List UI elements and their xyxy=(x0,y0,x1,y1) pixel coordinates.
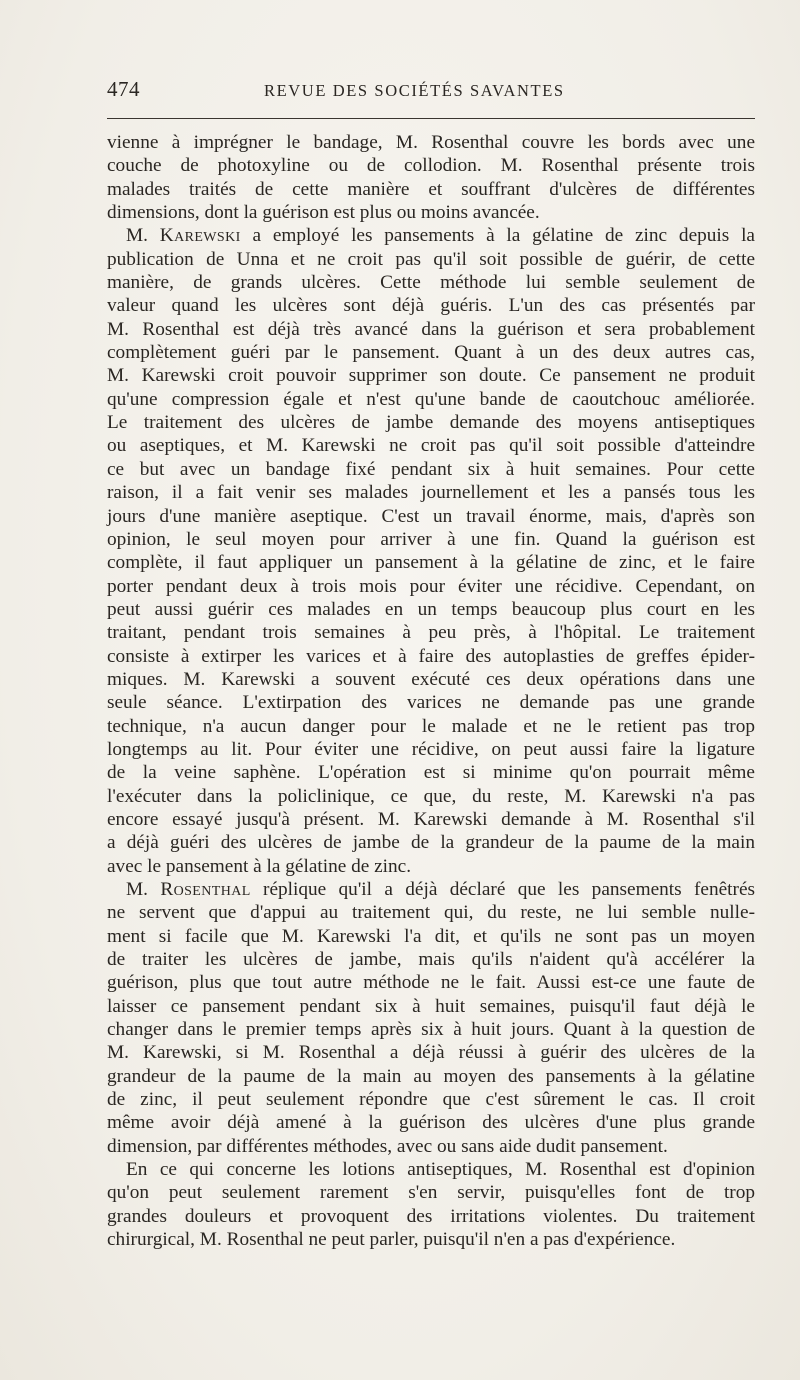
text-line: longtemps au lit. Pour éviter une récidive, on peut aussi faire la ligature xyxy=(107,738,755,760)
text-line: opinion, le seul moyen pour arriver à une fin. Quand la guérison est xyxy=(107,528,755,550)
speaker-prefix: M. xyxy=(126,879,161,900)
line-text: réplique qu'il a déjà déclaré que les pansements fenêtrés xyxy=(250,879,756,900)
text-line: a déjà guéri des ulcères de jambe de la grandeur de la paume de la main xyxy=(107,832,755,854)
header-rule xyxy=(107,118,755,119)
text-line: chirurgical, M. Rosenthal ne peut parler, puisqu'il n'en a pas d'expérience. xyxy=(107,1229,676,1251)
text-line: guérison, plus que tout autre méthode ne le fait. Aussi est-ce une faute de xyxy=(107,972,755,994)
text-line: traitant, pendant trois semaines à peu près, à l'hôpital. Le traitement xyxy=(107,622,755,644)
text-line: M. Karewski, si M. Rosenthal a déjà réussi à guérir des ulcères de la xyxy=(107,1042,755,1064)
body-text xyxy=(107,131,755,1252)
speaker-name: Karewski xyxy=(159,225,241,247)
text-line: ce but avec un bandage fixé pendant six à huit semaines. Pour cette xyxy=(107,458,755,480)
text-line: ne servent que d'appui au traitement qui, du reste, ne lui semble nulle- xyxy=(107,902,755,924)
text-line: porter pendant deux à trois mois pour éviter une récidive. Cependant, on xyxy=(107,575,755,597)
text-line: ment si facile que M. Karewski l'a dit, et qu'ils ne sont pas un moyen xyxy=(107,925,755,947)
text-line: jours d'une manière aseptique. C'est un travail énorme, mais, d'après son xyxy=(107,505,755,527)
text-line: Le traitement des ulcères de jambe demande des moyens antiseptiques xyxy=(107,412,755,434)
text-line: complète, il faut appliquer un pansement à la gélatine de zinc, et le faire xyxy=(107,552,755,574)
text-line: M. Karewski croit pouvoir supprimer son doute. Ce pansement ne produit xyxy=(107,365,755,387)
text-line: qu'on peut seulement rarement s'en servir, puisqu'elles font de trop xyxy=(107,1182,755,1204)
text-line: consiste à extirper les varices et à faire des autoplasties de greffes épider- xyxy=(107,645,755,667)
text-line: M. Rosenthal est déjà très avancé dans la guérison et sera probablement xyxy=(107,318,755,340)
text-line: raison, il a fait venir ses malades journellement et les a pansés tous les xyxy=(107,482,755,504)
text-line: valeur quand les ulcères sont déjà guéris. L'un des cas présentés par xyxy=(107,295,755,317)
text-line: avec le pansement à la gélatine de zinc. xyxy=(107,855,412,877)
paragraph-4 xyxy=(107,1158,755,1251)
text-line: manière, de grands ulcères. Cette méthode lui semble seulement de xyxy=(107,272,755,294)
text-line: malades traités de cette manière et souffrant d'ulcères de différentes xyxy=(107,178,755,200)
line-text: a employé les pansements à la gélatine de zinc depuis la xyxy=(240,225,755,247)
text-line: même avoir déjà amené à la guérison des ulcères d'une plus grande xyxy=(107,1112,755,1134)
page-header xyxy=(107,77,757,107)
text-line: de traiter les ulcères de jambe, mais qu'ils n'aident qu'à accélérer la xyxy=(107,949,755,971)
text-line: grandeur de la paume de la main au moyen des pansements à la gélatine xyxy=(107,1065,755,1087)
text-line: seule séance. L'extirpation des varices ne demande pas une grande xyxy=(107,692,755,714)
text-line: dimension, par différentes méthodes, avec ou sans aide dudit pansement. xyxy=(107,1135,668,1157)
running-title: REVUE DES SOCIÉTÉS SAVANTES xyxy=(264,81,565,100)
text-line: dimensions, dont la guérison est plus ou moins avancée. xyxy=(107,202,540,224)
text-line: technique, n'a aucun danger pour le malade et ne le retient pas trop xyxy=(107,715,755,737)
text-line: miques. M. Karewski a souvent exécuté ces deux opérations dans une xyxy=(107,668,755,690)
page-number: 474 xyxy=(107,77,140,101)
text-line: de zinc, il peut seulement répondre que c'est sûrement le cas. Il croit xyxy=(107,1089,755,1111)
paragraph-3 xyxy=(107,878,755,1158)
text-line: couche de photoxyline ou de collodion. M. Rosenthal présente trois xyxy=(107,155,755,177)
paragraph-1 xyxy=(107,131,755,224)
text-line: l'exécuter dans la policlinique, ce que, du reste, M. Karewski n'a pas xyxy=(107,785,755,807)
speaker-prefix: M. xyxy=(126,225,160,247)
text-line: complètement guéri par le pansement. Quant à un des deux autres cas, xyxy=(107,342,755,364)
text-line: laisser ce pansement pendant six à huit semaines, puisqu'il faut déjà le xyxy=(107,995,755,1017)
text-line: ou aseptiques, et M. Karewski ne croit pas qu'il soit possible d'atteindre xyxy=(107,435,755,457)
text-line: publication de Unna et ne croit pas qu'il soit possible de guérir, de cette xyxy=(107,248,755,270)
text-line: de la veine saphène. L'opération est si minime qu'on pourrait même xyxy=(107,762,755,784)
text-line xyxy=(107,224,755,247)
text-line: En ce qui concerne les lotions antiseptiques, M. Rosenthal est d'opinion xyxy=(126,1159,755,1181)
text-line: qu'une compression égale et n'est qu'une bande de caoutchouc améliorée. xyxy=(107,388,755,410)
text-line: changer dans le premier temps après six à huit jours. Quant à la question de xyxy=(107,1019,755,1041)
text-line: vienne à imprégner le bandage, M. Rosenthal couvre les bords avec une xyxy=(107,132,755,153)
text-line: encore essayé jusqu'à présent. M. Karewski demande à M. Rosenthal s'il xyxy=(107,808,755,830)
paragraph-2 xyxy=(107,224,755,878)
text-line: peut aussi guérir ces malades en un temps beaucoup plus court en les xyxy=(107,598,755,620)
text-line: grandes douleurs et provoquent des irritations violentes. Du traitement xyxy=(107,1205,755,1227)
text-line xyxy=(107,878,755,901)
speaker-name: Rosenthal xyxy=(160,879,251,900)
